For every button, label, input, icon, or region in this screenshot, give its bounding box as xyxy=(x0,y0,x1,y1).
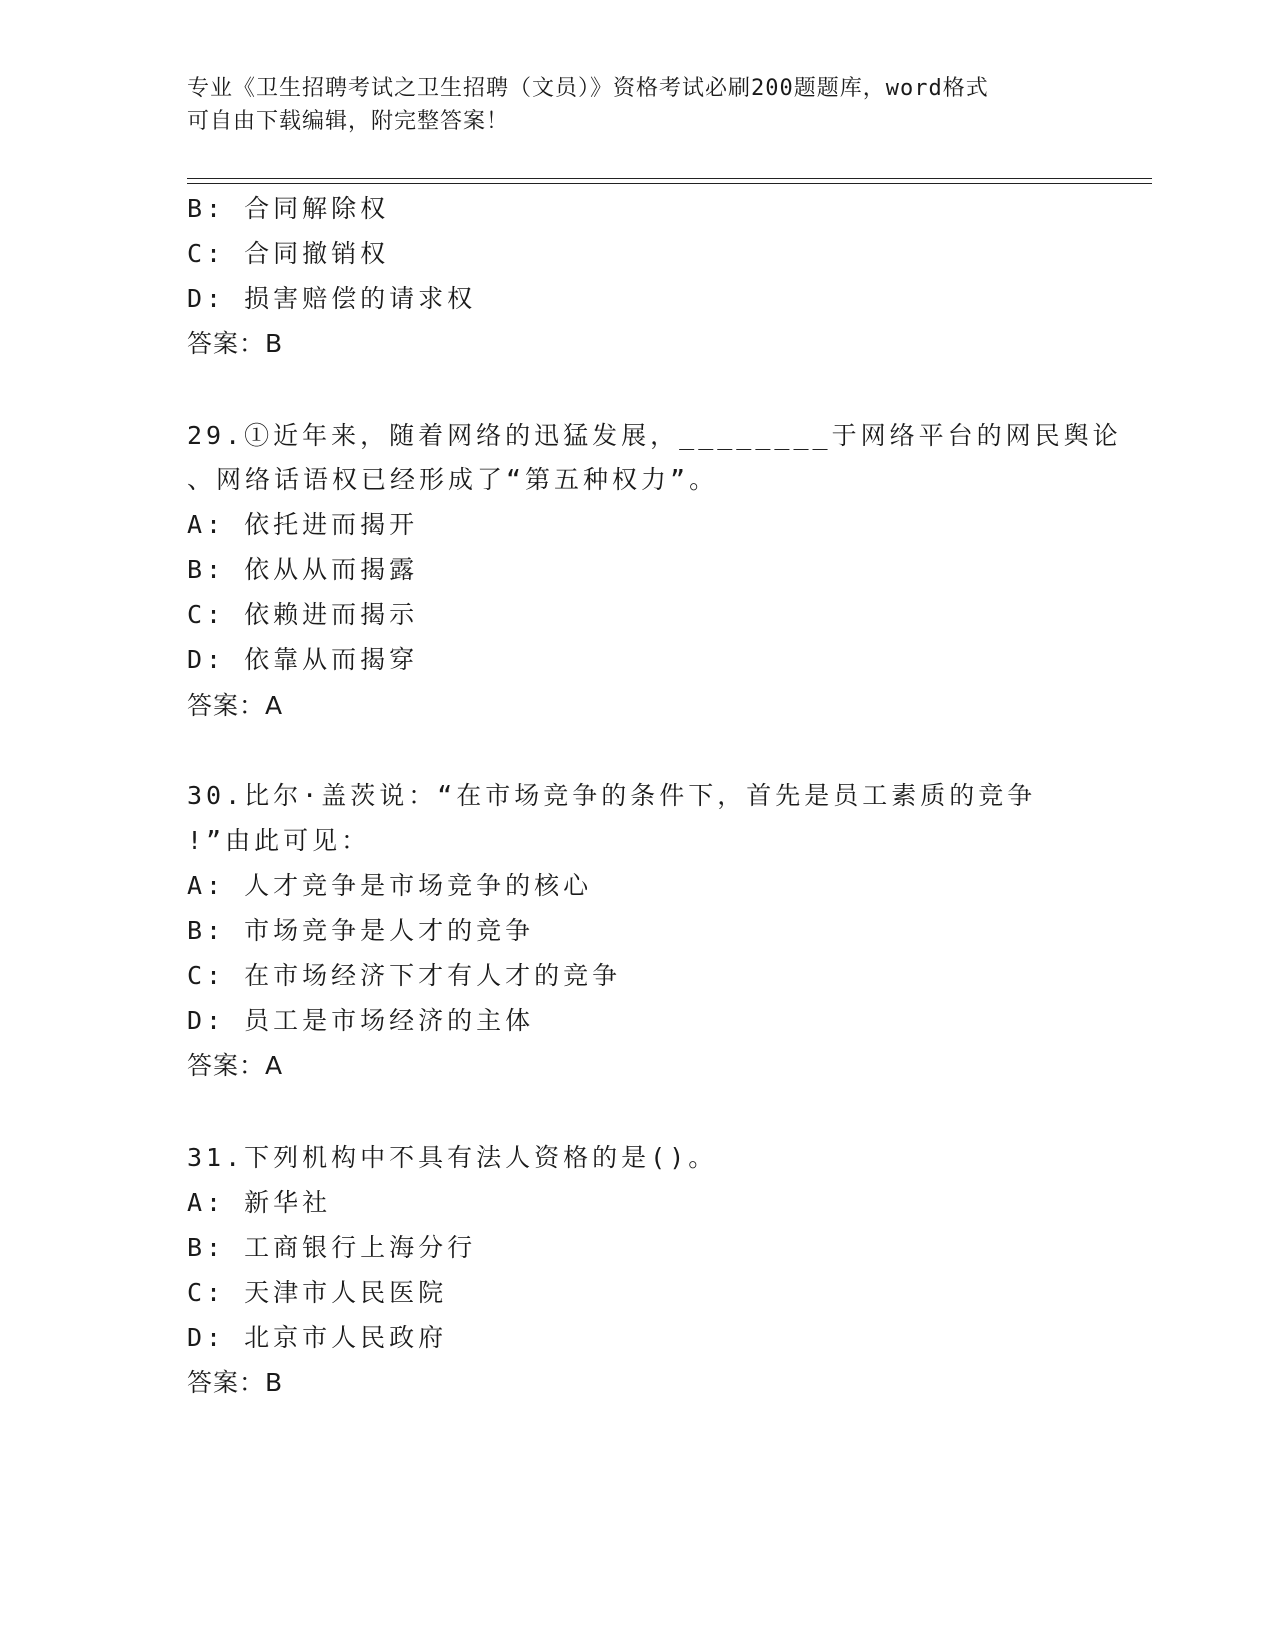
q31-option-d: D: 北京市人民政府 xyxy=(187,1323,448,1352)
q30-option-a: A: 人才竞争是市场竞争的核心 xyxy=(187,871,593,900)
q29-stem-line-2: 、网络话语权已经形成了“第五种权力”。 xyxy=(187,465,719,494)
q30-option-b: B: 市场竞争是人才的竞争 xyxy=(187,916,535,945)
q29-option-c: C: 依赖进而揭示 xyxy=(187,600,419,629)
q28-answer: 答案：B xyxy=(187,329,284,358)
q30-option-c: C: 在市场经济下才有人才的竞争 xyxy=(187,961,622,990)
q31-option-c: C: 天津市人民医院 xyxy=(187,1278,448,1307)
q29-answer: 答案：A xyxy=(187,691,284,720)
q31-option-b: B: 工商银行上海分行 xyxy=(187,1233,477,1262)
document-header xyxy=(187,72,1087,138)
q28-option-d: D: 损害赔偿的请求权 xyxy=(187,284,477,313)
q30-answer: 答案：A xyxy=(187,1051,284,1080)
q31-answer: 答案：B xyxy=(187,1368,284,1397)
q29-stem-line-1: 29.①近年来，随着网络的迅猛发展，________于网络平台的网民舆论 xyxy=(187,421,1122,450)
header-line-2: 可自由下载编辑，附完整答案！ xyxy=(187,109,510,134)
header-line-1: 专业《卫生招聘考试之卫生招聘（文员）》资格考试必刷200题题库，word格式 xyxy=(187,76,989,101)
q30-stem-line-1: 30.比尔·盖茨说：“在市场竞争的条件下，首先是员工素质的竞争 xyxy=(187,781,1037,810)
q30-option-d: D: 员工是市场经济的主体 xyxy=(187,1006,535,1035)
q29-option-a: A: 依托进而揭开 xyxy=(187,510,419,539)
header-divider-bottom xyxy=(187,183,1152,184)
q29-option-d: D: 依靠从而揭穿 xyxy=(187,645,419,674)
header-divider-top xyxy=(187,178,1152,179)
q28-option-c: C: 合同撤销权 xyxy=(187,239,390,268)
q28-option-b: B: 合同解除权 xyxy=(187,194,390,223)
q31-stem-line-1: 31.下列机构中不具有法人资格的是()。 xyxy=(187,1143,718,1172)
q31-option-a: A: 新华社 xyxy=(187,1188,332,1217)
q29-option-b: B: 依从从而揭露 xyxy=(187,555,419,584)
q30-stem-line-2: !”由此可见： xyxy=(187,826,371,855)
